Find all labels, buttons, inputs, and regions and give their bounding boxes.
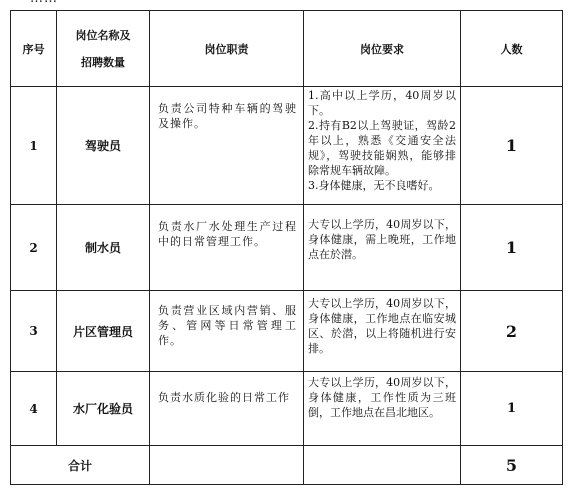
requirement-line: 2.持有B2以上驾驶证，驾龄2年以上，熟悉《交通安全法规》，驾驶技能娴熟，能够排除常规车辆故障。 [308,119,456,177]
requirement-line: 大专以上学历，40周岁以下，身体健康，工作性质为三班倒，工作地点在昌北地区。 [308,376,456,419]
total-label: 合计 [67,458,92,473]
requirements-cell [304,87,461,205]
duty-text: 负责水质化验的日常工作 [158,391,290,404]
count-cell [461,372,563,446]
total-count: 5 [505,455,518,475]
top-cropped-heading [0,0,571,10]
header-position-name-line1: 岗位名称及 [75,28,131,42]
duty-cell [150,205,304,291]
total-row [11,446,563,485]
position-count: 2 [505,321,518,341]
header-requirements [304,11,461,87]
header-position-name [57,11,150,87]
requirements-cell [304,291,461,372]
position-name: 制水员 [84,241,121,255]
top-cropped-heading-text [30,0,58,6]
position-name: 驾驶员 [84,139,121,153]
table-row [11,205,563,291]
row-index-cell [11,291,57,372]
recruitment-table [10,10,563,485]
table-row [11,291,563,372]
requirement-line: 1.高中以上学历，40周岁以下。 [308,89,456,117]
count-cell [461,205,563,291]
header-position-name-line2: 招聘数量 [81,55,125,69]
requirement-line: 大专以上学历，40周岁以下，身体健康，需上晚班，工作地点在於潜。 [308,218,456,261]
position-name-cell [57,87,150,205]
requirements-cell [304,372,461,446]
requirements-cell [304,205,461,291]
header-duty [150,11,304,87]
row-index-cell [11,87,57,205]
header-requirements-label: 岗位要求 [360,42,404,56]
row-index-cell [11,372,57,446]
header-count [461,11,563,87]
table-header-row [11,11,563,87]
position-count: 1 [506,401,517,416]
position-name-cell [57,205,150,291]
duty-cell [150,87,304,205]
table-row [11,87,563,205]
total-empty-requirements-cell [304,446,461,485]
header-count-label: 人数 [500,42,523,56]
total-count-cell [461,446,563,485]
header-index [11,11,57,87]
row-index-cell [11,205,57,291]
header-index-label: 序号 [22,42,45,56]
count-cell [461,87,563,205]
duty-cell [150,291,304,372]
position-name: 水厂化验员 [72,402,133,416]
duty-cell [150,372,304,446]
total-label-cell [11,446,150,485]
position-name: 片区管理员 [72,324,133,339]
position-name-cell [57,372,150,446]
requirement-line: 大专以上学历，40周岁以下，身体健康，工作地点在临安城区、於潜，以上将随机进行安排。 [308,297,456,355]
total-empty-duty-cell [150,446,304,485]
row-index: 4 [29,401,38,416]
duty-text: 负责营业区域内营销、服务、管网等日常管理工作。 [158,304,297,347]
position-count: 1 [505,136,518,155]
table-row [11,372,563,446]
count-cell [461,291,563,372]
header-duty-label: 岗位职责 [204,42,249,56]
row-index: 3 [29,324,38,338]
position-name-cell [57,291,150,372]
requirement-line: 3.身体健康，无不良嗜好。 [308,179,440,192]
position-count: 1 [505,238,518,257]
duty-text: 负责公司特种车辆的驾驶及操作。 [158,102,297,130]
duty-text: 负责水厂水处理生产过程中的日常管理工作。 [158,220,297,248]
row-index: 1 [29,138,38,153]
row-index: 2 [29,240,38,255]
